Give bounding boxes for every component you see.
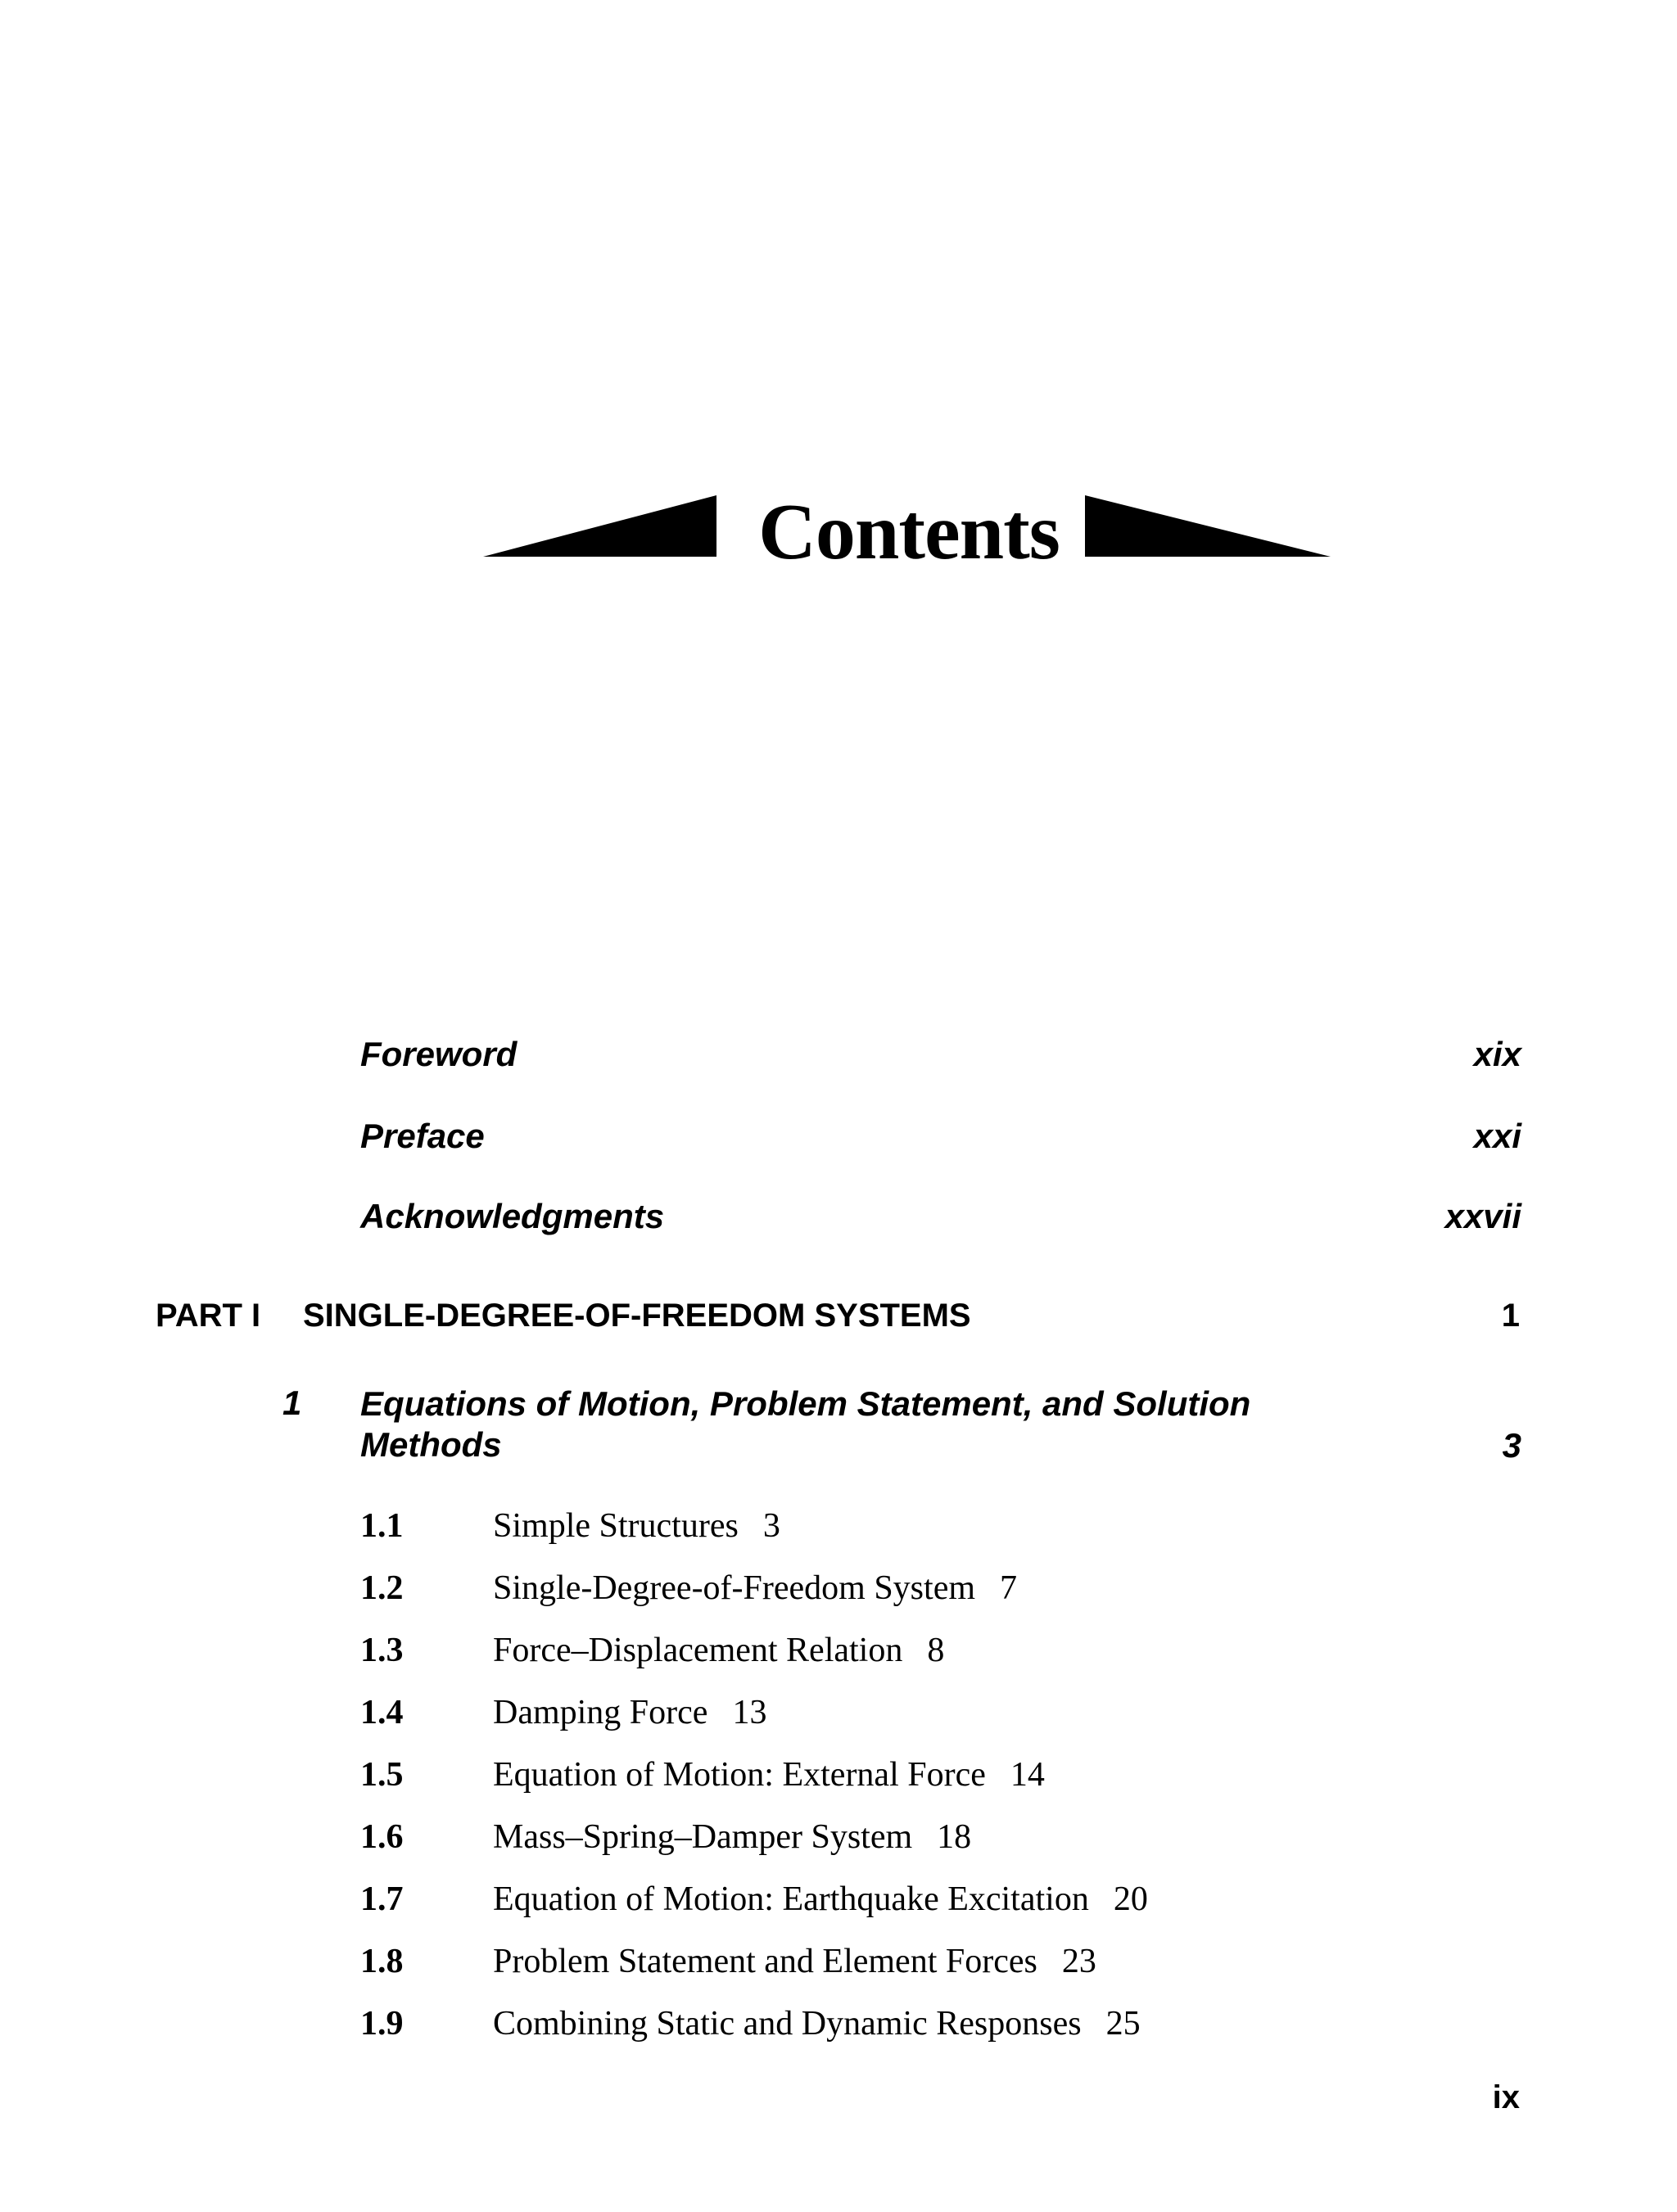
section-page: 20 <box>1113 1880 1148 1918</box>
toc-entry-preface[interactable]: Preface <box>360 1117 485 1155</box>
section-row[interactable] <box>360 1942 1096 1991</box>
section-row[interactable] <box>360 1631 944 1680</box>
section-title: Equation of Motion: External Force <box>493 1756 986 1794</box>
section-row[interactable] <box>360 1693 766 1742</box>
section-number: 1.2 <box>360 1569 404 1607</box>
section-page: 13 <box>732 1694 767 1731</box>
page-folio: ix <box>1492 2079 1520 2115</box>
section-page: 18 <box>937 1818 972 1856</box>
section-page: 7 <box>1000 1569 1018 1607</box>
part-title[interactable]: SINGLE-DEGREE-OF-FREEDOM SYSTEMS <box>303 1298 971 1334</box>
section-number: 1.8 <box>360 1943 404 1980</box>
toc-page-acknowledgments: xxvii <box>1444 1197 1521 1235</box>
chapter-number: 1 <box>283 1384 302 1422</box>
section-title: Simple Structures <box>493 1507 739 1545</box>
chapter-title[interactable]: Equations of Motion, Problem Statement, and Solution Methods <box>360 1384 1251 1464</box>
section-number: 1.4 <box>360 1694 404 1731</box>
section-row[interactable] <box>360 2004 1141 2053</box>
toc-entry-foreword[interactable]: Foreword <box>360 1035 518 1073</box>
section-row[interactable] <box>360 1755 1045 1804</box>
section-number: 1.9 <box>360 2005 404 2043</box>
section-page: 3 <box>762 1507 780 1545</box>
section-number: 1.3 <box>360 1632 404 1669</box>
section-number: 1.7 <box>360 1880 404 1918</box>
section-title: Force–Displacement Relation <box>493 1632 903 1669</box>
section-row[interactable] <box>360 1569 1017 1618</box>
toc-page-foreword: xix <box>1473 1035 1521 1073</box>
part-label: PART I <box>156 1298 261 1334</box>
chapter-page: 3 <box>1502 1426 1521 1465</box>
section-page: 8 <box>927 1632 945 1669</box>
toc-page-preface: xxi <box>1473 1117 1521 1155</box>
section-page: 23 <box>1061 1943 1096 1980</box>
section-number: 1.1 <box>360 1507 404 1545</box>
section-title: Equation of Motion: Earthquake Excitation <box>493 1880 1089 1918</box>
part-page: 1 <box>1501 1298 1520 1334</box>
section-title: Combining Static and Dynamic Responses <box>493 2005 1082 2043</box>
section-page: 25 <box>1105 2005 1141 2043</box>
page-title: Contents <box>758 488 1060 576</box>
section-title: Mass–Spring–Damper System <box>493 1818 913 1856</box>
section-page: 14 <box>1010 1756 1045 1794</box>
section-title: Single-Degree-of-Freedom System <box>493 1569 976 1607</box>
section-title: Damping Force <box>493 1694 708 1731</box>
toc-entry-acknowledgments[interactable]: Acknowledgments <box>360 1197 665 1235</box>
section-row[interactable] <box>360 1880 1148 1929</box>
section-row[interactable] <box>360 1506 780 1555</box>
section-title: Problem Statement and Element Forces <box>493 1943 1037 1980</box>
page-title-block <box>479 479 1339 585</box>
section-row[interactable] <box>360 1817 971 1867</box>
section-number: 1.5 <box>360 1756 404 1794</box>
section-number: 1.6 <box>360 1818 404 1856</box>
